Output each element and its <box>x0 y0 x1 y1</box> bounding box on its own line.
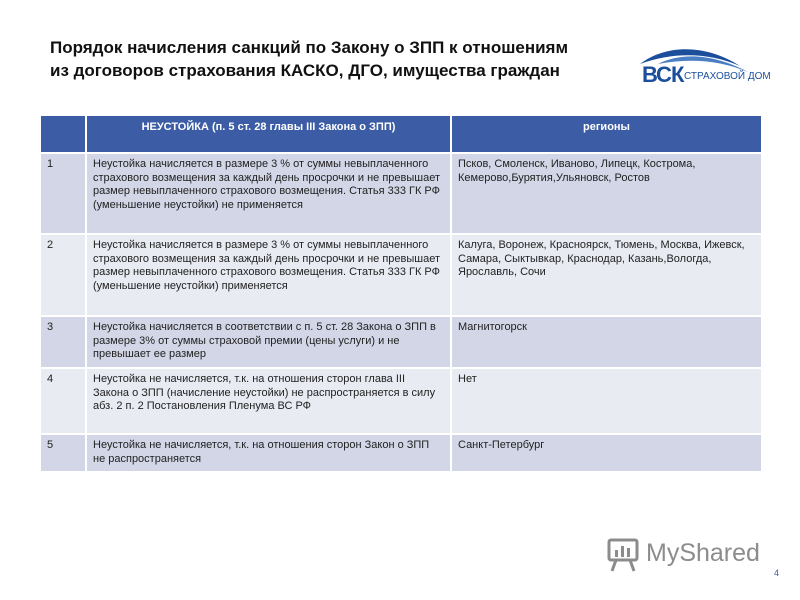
row-number: 5 <box>41 434 86 471</box>
row-regions: Нет <box>451 368 761 434</box>
table-header-row <box>41 116 761 153</box>
row-penalty: Неустойка начисляется в размере 3 % от суммы невыплаченного страхового возмещения за каждый день просрочки и не превышает размер невыплаченного страхового возмещения. Статья 333 ГК РФ (уменьшение неустойки) не применяется <box>86 153 451 234</box>
header-regions: регионы <box>451 116 761 153</box>
table-row <box>41 316 761 368</box>
presentation-board-icon <box>606 537 642 573</box>
row-penalty: Неустойка не начисляется, т.к. на отношения сторон Закон о ЗПП не распространяется <box>86 434 451 471</box>
logo-abbreviation: ВСК <box>642 62 684 87</box>
header-number <box>41 116 86 153</box>
row-regions: Калуга, Воронеж, Красноярск, Тюмень, Москва, Ижевск, Самара, Сыктывкар, Краснодар, Казань,Вологда, Ярославль, Сочи <box>451 234 761 316</box>
myshared-watermark <box>606 537 776 573</box>
vsk-logo <box>636 42 771 90</box>
table-row <box>41 368 761 434</box>
row-penalty: Неустойка начисляется в размере 3 % от суммы невыплаченного страхового возмещения за каждый день просрочки и не превышает размер невыплаченного страхового возмещения. Статья 333 ГК РФ (уменьшение неустойки) применяется <box>86 234 451 316</box>
row-regions: Санкт-Петербург <box>451 434 761 471</box>
page-number: 4 <box>774 568 780 578</box>
slide-title-line2: из договоров страхования КАСКО, ДГО, имущества граждан <box>50 61 560 80</box>
row-penalty: Неустойка начисляется в соответствии с п. 5 ст. 28 Закона о ЗПП в размере 3% от суммы страховой премии (цены услуги) и не превышает ее размер <box>86 316 451 368</box>
row-number: 3 <box>41 316 86 368</box>
row-penalty: Неустойка не начисляется, т.к. на отношения сторон глава III Закона о ЗПП (начисление неустойки) не распространяется в силу абз. 2 п. 2 Постановления Пленума ВС РФ <box>86 368 451 434</box>
row-regions: Псков, Смоленск, Иваново, Липецк, Кострома, Кемерово,Бурятия,Ульяновск, Ростов <box>451 153 761 234</box>
header-penalty: НЕУСТОЙКА (п. 5 ст. 28 главы III Закона о ЗПП) <box>86 116 451 153</box>
watermark-text: MyShared <box>646 539 760 567</box>
row-number: 4 <box>41 368 86 434</box>
table-row <box>41 234 761 316</box>
row-number: 1 <box>41 153 86 234</box>
logo-company-name: СТРАХОВОЙ ДОМ <box>684 71 771 82</box>
sanctions-table <box>41 116 761 471</box>
row-regions: Магнитогорск <box>451 316 761 368</box>
table-row <box>41 153 761 234</box>
row-number: 2 <box>41 234 86 316</box>
table-row <box>41 434 761 471</box>
slide-title-line1: Порядок начисления санкций по Закону о ЗПП к отношениям <box>50 38 569 57</box>
slide-title <box>50 36 650 82</box>
